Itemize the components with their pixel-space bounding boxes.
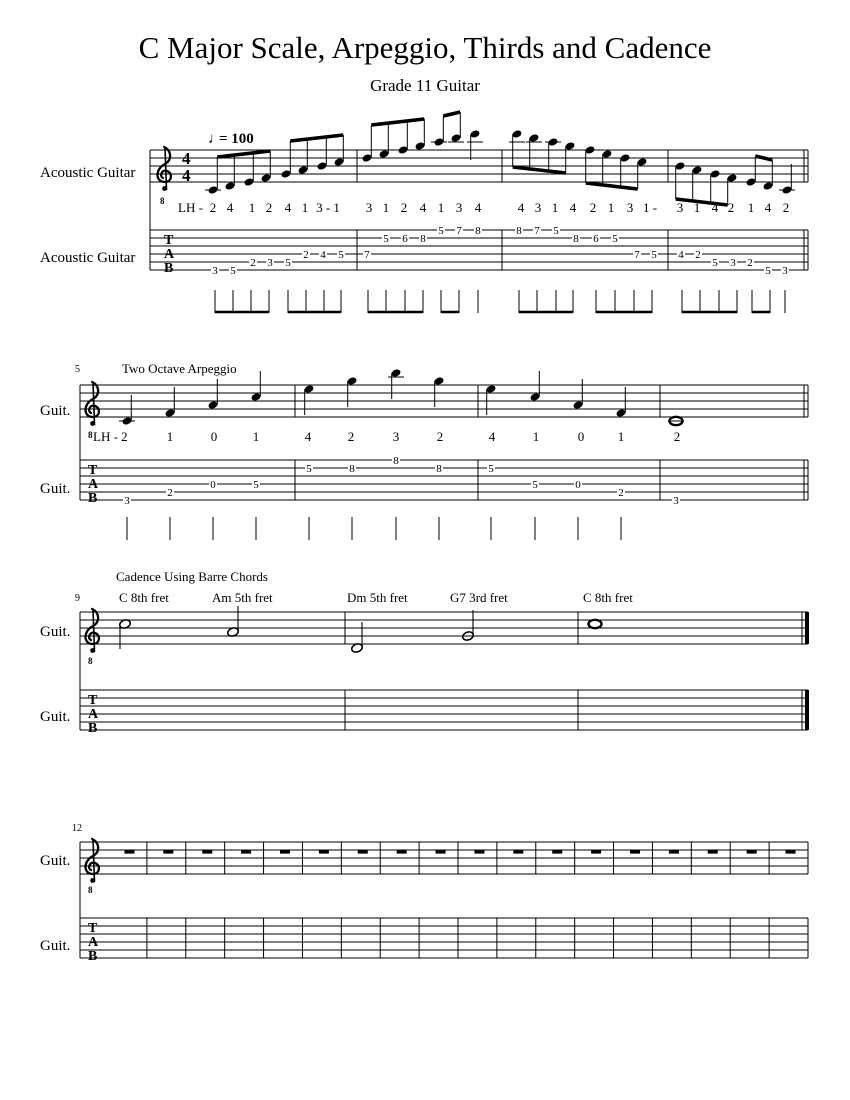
whole-rest-icon xyxy=(474,850,484,854)
staff-instrument-name: Guit. xyxy=(40,403,71,419)
fingering-number: 4 xyxy=(419,200,427,215)
tab-number: 0 xyxy=(210,479,216,491)
tab-number: 8 xyxy=(516,225,522,237)
fingering-number: 4 xyxy=(284,200,292,215)
tab-number: 3 xyxy=(124,495,130,507)
fingering-row xyxy=(93,429,680,444)
fingering-row xyxy=(178,200,789,215)
treble-clef-icon xyxy=(86,382,99,426)
staff-lines xyxy=(80,842,808,874)
staff-instrument-name: Acoustic Guitar xyxy=(40,165,136,181)
tab-numbers xyxy=(211,225,789,277)
fingering-number: 2 xyxy=(673,429,681,444)
chord-label: Am 5th fret xyxy=(212,590,273,605)
fingering-number: 1 xyxy=(532,429,540,444)
tab-clef-a: A xyxy=(88,935,99,950)
tempo-marking: = 100 xyxy=(219,131,254,147)
tab-number: 4 xyxy=(320,249,326,261)
treble-clef-icon xyxy=(158,147,171,191)
tab-number: 8 xyxy=(573,233,579,245)
beam xyxy=(676,199,728,205)
fingering-number: 1 xyxy=(617,429,625,444)
tab-number: 5 xyxy=(383,233,389,245)
tab-number: 6 xyxy=(593,233,599,245)
system-3 xyxy=(40,569,809,736)
tab-number: 2 xyxy=(747,257,753,269)
tab-number: 7 xyxy=(456,225,462,237)
tab-number: 8 xyxy=(436,463,442,475)
time-signature-lower: 4 xyxy=(182,166,191,185)
fingering-number: 2 xyxy=(589,200,597,215)
fingering-number: 1 xyxy=(252,429,260,444)
tab-number: 8 xyxy=(393,455,399,467)
tab-number: 5 xyxy=(230,265,236,277)
fingering-number: 3 xyxy=(534,200,542,215)
staff-instrument-name: Guit. xyxy=(40,853,71,869)
system-4 xyxy=(40,823,808,964)
fingering-number: 1 xyxy=(747,200,755,215)
fingering-number: 4 xyxy=(764,200,772,215)
tab-number: 5 xyxy=(532,479,538,491)
staff-instrument-name: Guit. xyxy=(40,624,71,640)
tab-number: 2 xyxy=(250,257,256,269)
chord-label: G7 3rd fret xyxy=(450,590,508,605)
measure-number: 9 xyxy=(75,593,80,604)
whole-rest-icon xyxy=(552,850,562,854)
tab-lines xyxy=(80,690,808,730)
tab-rhythm-stems xyxy=(215,290,785,313)
tab-number: 3 xyxy=(267,257,273,269)
beam xyxy=(217,151,270,157)
tab-number: 5 xyxy=(438,225,444,237)
fingering-number: 1 xyxy=(607,200,615,215)
fingering-number: 2 xyxy=(436,429,444,444)
fingering-number: 2 xyxy=(209,200,217,215)
tab-instrument-name: Guit. xyxy=(40,481,71,497)
tab-clef-a: A xyxy=(88,477,99,492)
fingering-number: 4 xyxy=(226,200,234,215)
fingering-number: 1 xyxy=(301,200,309,215)
tab-clef-b: B xyxy=(88,949,98,964)
tab-instrument-name: Acoustic Guitar xyxy=(40,250,136,266)
tab-rhythm-stems xyxy=(127,517,621,540)
tab-number: 4 xyxy=(678,249,684,261)
clef-octave-mark: 8 xyxy=(88,656,93,666)
fingering-number: 1 xyxy=(166,429,174,444)
measure-number: 12 xyxy=(72,823,82,834)
tab-clef-t: T xyxy=(88,693,98,708)
fingering-number: 2 xyxy=(727,200,735,215)
fingering-number: 3 xyxy=(455,200,463,215)
time-signature-upper: 4 xyxy=(182,149,191,168)
fingering-number: 3 xyxy=(365,200,373,215)
tab-number: 7 xyxy=(634,249,640,261)
tab-lines xyxy=(80,918,808,958)
fingering-number: 0 xyxy=(210,429,218,444)
beam xyxy=(755,156,772,160)
whole-rest-icon xyxy=(124,850,134,854)
fingering-number: 2 xyxy=(347,429,355,444)
fingering-number: 2 xyxy=(265,200,273,215)
fingering-number: 4 xyxy=(304,429,312,444)
beam xyxy=(443,112,460,116)
fingering-number: 4 xyxy=(711,200,719,215)
beam xyxy=(586,183,638,189)
tab-number: 3 xyxy=(212,265,218,277)
fingering-number: 1 xyxy=(551,200,559,215)
whole-rest-icon xyxy=(630,850,640,854)
tab-number: 6 xyxy=(402,233,408,245)
whole-rest-icon xyxy=(708,850,718,854)
section-label: Two Octave Arpeggio xyxy=(122,361,237,376)
whole-rest-icon xyxy=(358,850,368,854)
final-barline xyxy=(805,612,809,644)
tab-clef-a: A xyxy=(164,247,175,262)
beam xyxy=(513,167,566,173)
system-2 xyxy=(40,361,808,540)
fingering-number: 1 xyxy=(693,200,701,215)
whole-rest-icon xyxy=(436,850,446,854)
clef-octave-mark: 8 xyxy=(160,196,165,206)
tab-number: 3 xyxy=(782,265,788,277)
fingering-number: LH - 2 xyxy=(93,429,128,444)
fingering-number: 4 xyxy=(488,429,496,444)
fingering-number: LH - xyxy=(178,200,203,215)
tab-number: 2 xyxy=(695,249,701,261)
tab-number: 8 xyxy=(475,225,481,237)
tab-number: 5 xyxy=(338,249,344,261)
whole-rest-icon xyxy=(397,850,407,854)
staff-lines xyxy=(80,612,808,644)
tab-clef-t: T xyxy=(88,921,98,936)
whole-rest-icon xyxy=(591,850,601,854)
final-barline xyxy=(805,690,809,730)
fingering-number: 4 xyxy=(474,200,482,215)
tab-clef-b: B xyxy=(88,721,98,736)
whole-rest-icon xyxy=(786,850,796,854)
tab-number: 2 xyxy=(303,249,309,261)
whole-rest-icon xyxy=(513,850,523,854)
whole-rest-icon xyxy=(747,850,757,854)
rest-measures xyxy=(124,842,808,958)
section-label: Cadence Using Barre Chords xyxy=(116,569,268,584)
fingering-number: 3 xyxy=(676,200,684,215)
barlines xyxy=(80,612,802,730)
tab-number: 5 xyxy=(765,265,771,277)
whole-rest-icon xyxy=(241,850,251,854)
fingering-number: 2 xyxy=(782,200,790,215)
whole-rest-icon xyxy=(319,850,329,854)
fingering-number: 3 - 1 xyxy=(316,200,340,215)
whole-rest-icon xyxy=(669,850,679,854)
chord-label: C 8th fret xyxy=(119,590,169,605)
tempo-note-icon: ♩ xyxy=(208,131,223,147)
tab-number: 8 xyxy=(420,233,426,245)
clef-octave-mark: 8 xyxy=(88,430,93,440)
tab-number: 7 xyxy=(534,225,540,237)
system-1 xyxy=(40,112,808,313)
tab-clef-b: B xyxy=(164,261,174,276)
whole-rest-icon xyxy=(280,850,290,854)
whole-rest-icon xyxy=(163,850,173,854)
fingering-number: 1 xyxy=(382,200,390,215)
fingering-number: 4 xyxy=(517,200,525,215)
tab-clef-t: T xyxy=(164,233,174,248)
fingering-number: 1 xyxy=(248,200,256,215)
treble-clef-icon xyxy=(86,609,99,653)
fingering-number: 4 xyxy=(569,200,577,215)
score-title: C Major Scale, Arpeggio, Thirds and Cadence xyxy=(138,30,712,65)
tab-number: 5 xyxy=(651,249,657,261)
beam xyxy=(371,119,424,125)
chord-label: C 8th fret xyxy=(583,590,633,605)
tab-numbers xyxy=(123,455,680,507)
tab-clef-a: A xyxy=(88,707,99,722)
tab-number: 2 xyxy=(618,487,624,499)
clef-octave-mark: 8 xyxy=(88,885,93,895)
tab-number: 5 xyxy=(712,257,718,269)
tab-instrument-name: Guit. xyxy=(40,938,71,954)
tab-clef-b: B xyxy=(88,491,98,506)
tab-number: 3 xyxy=(730,257,736,269)
tab-lines xyxy=(80,460,808,500)
tab-number: 7 xyxy=(364,249,370,261)
score-subtitle: Grade 11 Guitar xyxy=(370,76,480,95)
tab-number: 5 xyxy=(612,233,618,245)
measure-number: 5 xyxy=(75,364,80,375)
fingering-number: 3 xyxy=(392,429,400,444)
tab-number: 0 xyxy=(575,479,581,491)
chord-label: Dm 5th fret xyxy=(347,590,408,605)
tab-clef-t: T xyxy=(88,463,98,478)
fingering-number: 2 xyxy=(400,200,408,215)
whole-rest-icon xyxy=(202,850,212,854)
tab-instrument-name: Guit. xyxy=(40,709,71,725)
tab-number: 5 xyxy=(553,225,559,237)
treble-clef-icon xyxy=(86,839,99,883)
fingering-number: 0 xyxy=(577,429,585,444)
tab-number: 8 xyxy=(349,463,355,475)
cadence-notes xyxy=(119,606,602,654)
tab-number: 5 xyxy=(285,257,291,269)
fingering-number: 3 xyxy=(626,200,634,215)
staff-lines xyxy=(80,385,808,417)
tab-number: 5 xyxy=(306,463,312,475)
beam xyxy=(290,135,343,141)
fingering-number: 1 xyxy=(437,200,445,215)
tab-number: 5 xyxy=(253,479,259,491)
chord-labels xyxy=(119,590,633,605)
barlines xyxy=(80,385,808,500)
tab-number: 3 xyxy=(673,495,679,507)
fingering-number: 1 - xyxy=(642,200,658,215)
tab-number: 5 xyxy=(488,463,494,475)
tab-number: 2 xyxy=(167,487,173,499)
